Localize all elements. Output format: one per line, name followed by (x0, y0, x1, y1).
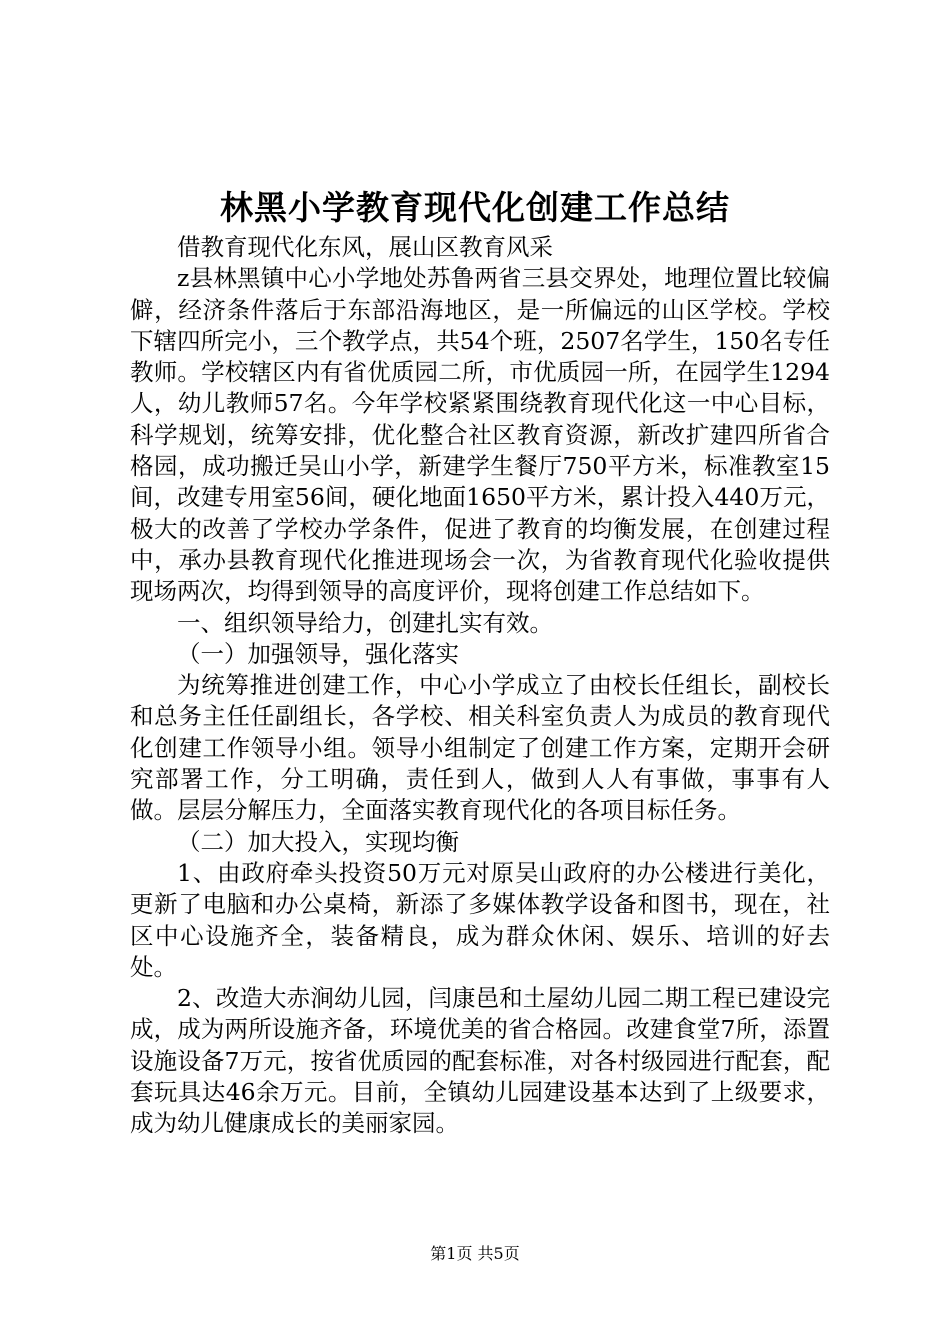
subsection-heading-1: （一）加强领导，强化落实 (177, 639, 459, 668)
document-body (130, 232, 830, 1140)
subtitle-paragraph: 借教育现代化东风，展山区教育风采 (177, 233, 553, 261)
subsection-heading-2: （二）加大投入，实现均衡 (177, 827, 459, 856)
intro-paragraph: z县林黑镇中心小学地处苏鲁两省三县交界处，地理位置比较偏僻，经济条件落后于东部沿海地区，是一所偏远的山区学校。学校下辖四所完小，三个教学点，共54个班，2507名学生，150名专任教师。学校辖区内有省优质园二所，市优质园一所，在园学生1294人，幼儿教师57名。今年学校紧紧围绕教育现代化这一中心目标，科学规划，统筹安排，优化整合社区教育资源，新改扩建四所省合格园，成功搬迁吴山小学，新建学生餐厅750平方米，标准教室15间，改建专用室56间，硬化地面1650平方米，累计投入440万元，极大的改善了学校办学条件，促进了教育的均衡发展，在创建过程中，承办县教育现代化推进现场会一次，为省教育现代化验收提供现场两次，均得到领导的高度评价，现将创建工作总结如下。 (130, 264, 830, 606)
section-heading-1: 一、组织领导给力，创建扎实有效。 (177, 608, 553, 637)
document-title: 林黑小学教育现代化创建工作总结 (220, 188, 730, 227)
page-number: 第1页 共5页 (430, 1244, 520, 1263)
item-2-paragraph: 2、改造大赤涧幼儿园，闫康邑和土屋幼儿园二期工程已建设完成，成为两所设施齐备，环境优美的省合格园。改建食堂7所，添置设施设备7万元，按省优质园的配套标准，对各村级园进行配套，配套玩具达46余万元。目前，全镇幼儿园建设基本达到了上级要求，成为幼儿健康成长的美丽家园。 (130, 984, 830, 1138)
subsection-1-paragraph: 为统筹推进创建工作，中心小学成立了由校长任组长，副校长和总务主任任副组长，各学校、相关科室负责人为成员的教育现代化创建工作领导小组。领导小组制定了创建工作方案，定期开会研究部署工作，分工明确，责任到人，做到人人有事做，事事有人做。层层分解压力，全面落实教育现代化的各项目标任务。 (130, 671, 830, 825)
item-1-paragraph: 1、由政府牵头投资50万元对原吴山政府的办公楼进行美化，更新了电脑和办公桌椅，新添了多媒体教学设备和图书，现在，社区中心设施齐全，装备精良，成为群众休闲、娱乐、培训的好去处。 (130, 858, 830, 981)
